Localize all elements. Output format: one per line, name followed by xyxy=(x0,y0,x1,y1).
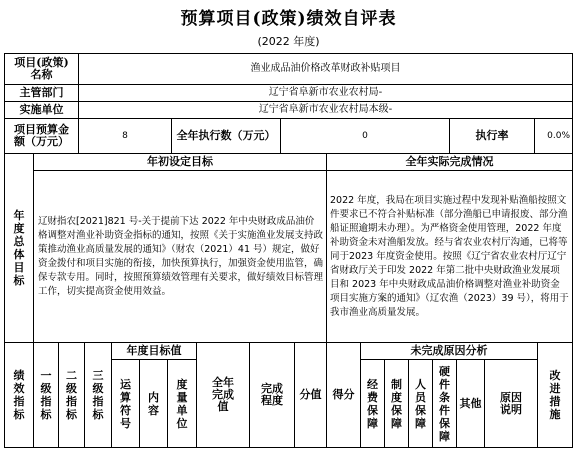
project-name-label: 项目(政策)名称 xyxy=(4,53,79,85)
department-label: 主管部门 xyxy=(4,84,79,102)
reason-other-header: 其他 xyxy=(456,359,485,448)
completion-degree-header: 完成程度 xyxy=(249,342,295,448)
score-header: 得分 xyxy=(326,342,361,448)
actual-completion-header: 全年实际完成情况 xyxy=(326,153,573,171)
level3-indicator-header: 三级指标 xyxy=(84,342,112,448)
content-header: 内容 xyxy=(139,359,168,448)
unit-value: 辽宁省阜新市农业农村局本级- xyxy=(78,101,573,119)
improvement-measures-header: 改进措施 xyxy=(537,342,573,448)
annual-goal-section-label: 年度总体目标 xyxy=(4,153,34,343)
project-name-value: 渔业成品油价格改革财政补贴项目 xyxy=(78,53,573,85)
page-title: 预算项目(政策)绩效自评表 xyxy=(180,9,397,29)
level1-indicator-header: 一级指标 xyxy=(33,342,59,448)
operator-header: 运算符号 xyxy=(111,359,140,448)
indicators-section-label: 绩效指标 xyxy=(4,342,34,448)
reason-personnel-header: 人员保障 xyxy=(408,359,433,448)
incomplete-reasons-header: 未完成原因分析 xyxy=(360,342,538,360)
page-subtitle: (2022 年度) xyxy=(257,35,320,48)
reason-explanation-header: 原因说明 xyxy=(484,359,538,448)
unit-label: 实施单位 xyxy=(4,101,79,119)
executed-value: 0 xyxy=(280,118,450,154)
set-goal-header: 年初设定目标 xyxy=(33,153,327,171)
department-value: 辽宁省阜新市农业农村局- xyxy=(78,84,573,102)
budget-value: 8 xyxy=(78,118,172,154)
reason-system-header: 制度保障 xyxy=(384,359,409,448)
score-value-header: 分值 xyxy=(294,342,327,448)
reason-funding-header: 经费保障 xyxy=(360,359,385,448)
set-goal-text: 辽财指农[2021]821 号-关于提前下达 2022 年中央财政成品油价格调整对渔业补助资金指标的通知，按照《关于实施渔业发展支持政策推动渔业高质量发展的通知》（财农（2021）41 号）规定，做好资金拨付和项目实施的衔接，加快预算执行，加强资金使用监管，确保专款专用。同时，按照预算绩效管理有关要求，做好绩效目标管理工作，切实提高资金使用效益。 xyxy=(33,170,327,343)
annual-target-header: 年度目标值 xyxy=(111,342,197,360)
reason-hardware-header: 硬件条件保障 xyxy=(432,359,457,448)
budget-label: 项目预算金额（万元） xyxy=(4,118,79,154)
executed-label: 全年执行数（万元） xyxy=(171,118,281,154)
full-year-value-header: 全年完成值 xyxy=(196,342,250,448)
actual-completion-text: 2022 年度，我局在项目实施过程中发现补贴渔船按照文件要求已不符合补贴标准（部分渔船已申请报废、部分渔船证照逾期未办理）。为严格资金使用管理，2022 年度补助资金未对渔船发放。经与省农业农村厅沟通，已将等同于2023 年度资金使用。按照《辽宁省农业农村厅辽宁省财政厅关于印发 2022 年第二批中央财政渔业发展项目和 2023 年中央财政成品油价格调整对渔业补助资金项目实施方案的通知》（辽农渔（2023）39 号），将用于我市渔业高质量发展。 xyxy=(326,170,573,343)
level2-indicator-header: 二级指标 xyxy=(58,342,85,448)
measure-unit-header: 度量单位 xyxy=(167,359,197,448)
rate-label: 执行率 xyxy=(449,118,535,154)
rate-value: 0.0% xyxy=(534,118,573,154)
